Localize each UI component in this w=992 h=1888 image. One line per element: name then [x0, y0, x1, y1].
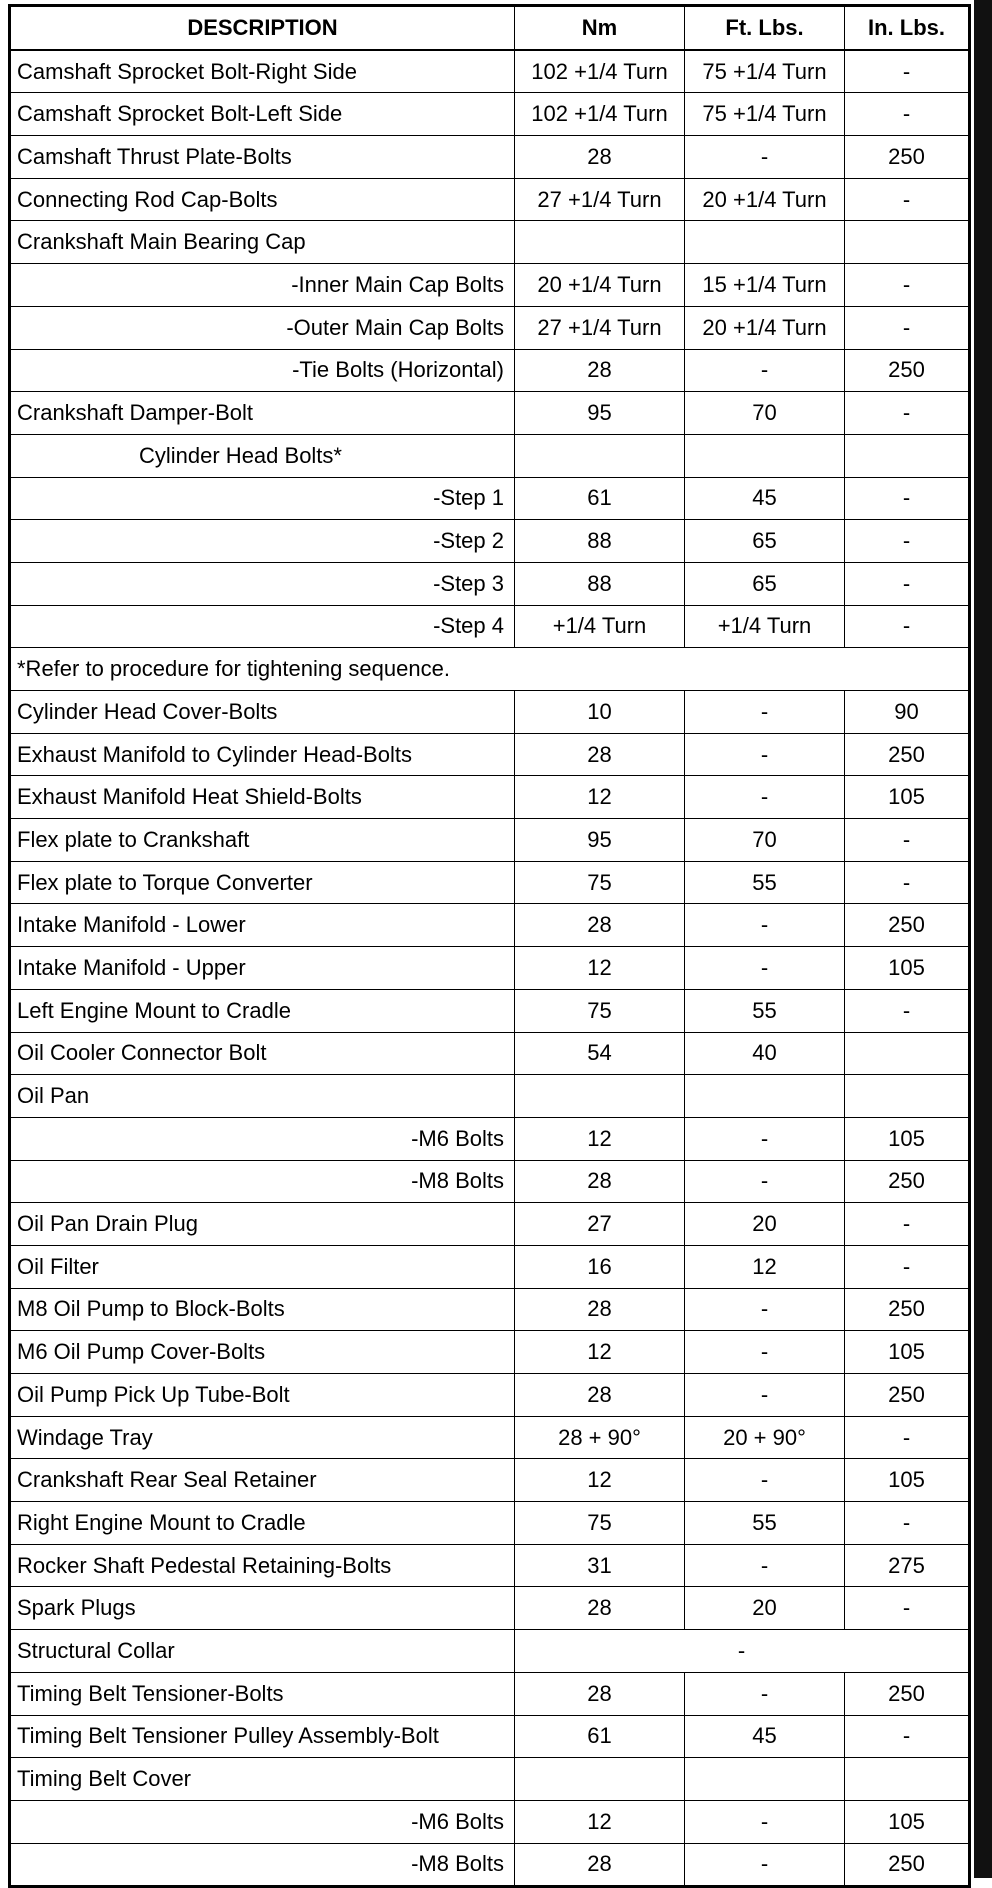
cell-description: Exhaust Manifold to Cylinder Head-Bolts	[10, 733, 515, 776]
cell-description: M8 Oil Pump to Block-Bolts	[10, 1288, 515, 1331]
cell-description: -Step 3	[10, 562, 515, 605]
table-row	[10, 1032, 970, 1075]
cell-in-lbs: 105	[845, 947, 970, 990]
cell-in-lbs	[845, 434, 970, 477]
cell-ft-lbs: -	[685, 1672, 845, 1715]
cell-description: -Step 2	[10, 520, 515, 563]
cell-nm: 54	[515, 1032, 685, 1075]
cell-ft-lbs	[685, 1075, 845, 1118]
cell-in-lbs	[845, 1075, 970, 1118]
cell-ft-lbs: 20 +1/4 Turn	[685, 178, 845, 221]
table-row	[10, 861, 970, 904]
cell-in-lbs: -	[845, 1715, 970, 1758]
cell-description: Crankshaft Damper-Bolt	[10, 392, 515, 435]
cell-in-lbs: -	[845, 1587, 970, 1630]
cell-in-lbs: -	[845, 178, 970, 221]
table-row	[10, 136, 970, 179]
cell-in-lbs: 250	[845, 1288, 970, 1331]
cell-description: Crankshaft Main Bearing Cap	[10, 221, 515, 264]
cell-description: -Outer Main Cap Bolts	[10, 306, 515, 349]
cell-ft-lbs: 20 +1/4 Turn	[685, 306, 845, 349]
table-row	[10, 1800, 970, 1843]
cell-nm	[515, 434, 685, 477]
table-row	[10, 477, 970, 520]
cell-nm: 75	[515, 861, 685, 904]
table-row	[10, 1374, 970, 1417]
cell-description: Oil Pump Pick Up Tube-Bolt	[10, 1374, 515, 1417]
table-row	[10, 264, 970, 307]
cell-description: Exhaust Manifold Heat Shield-Bolts	[10, 776, 515, 819]
cell-nm: 10	[515, 691, 685, 734]
cell-ft-lbs: 20 + 90°	[685, 1416, 845, 1459]
cell-ft-lbs: -	[685, 1544, 845, 1587]
cell-in-lbs: -	[845, 562, 970, 605]
cell-description: Camshaft Sprocket Bolt-Right Side	[10, 50, 515, 93]
cell-ft-lbs: 70	[685, 819, 845, 862]
cell-nm: 95	[515, 819, 685, 862]
cell-nm: 20 +1/4 Turn	[515, 264, 685, 307]
cell-ft-lbs: -	[685, 904, 845, 947]
table-row	[10, 178, 970, 221]
cell-ft-lbs: -	[685, 733, 845, 776]
cell-nm: 27 +1/4 Turn	[515, 178, 685, 221]
cell-description: Timing Belt Tensioner-Bolts	[10, 1672, 515, 1715]
table-row	[10, 434, 970, 477]
cell-in-lbs: 250	[845, 136, 970, 179]
table-row	[10, 349, 970, 392]
table-row	[10, 904, 970, 947]
table-header-row	[10, 6, 970, 50]
cell-ft-lbs: 55	[685, 861, 845, 904]
cell-nm: 88	[515, 520, 685, 563]
cell-nm: 75	[515, 989, 685, 1032]
cell-nm: 102 +1/4 Turn	[515, 50, 685, 93]
cell-description: Spark Plugs	[10, 1587, 515, 1630]
table-row	[10, 93, 970, 136]
cell-description: -M6 Bolts	[10, 1800, 515, 1843]
cell-description: -Tie Bolts (Horizontal)	[10, 349, 515, 392]
cell-nm: 95	[515, 392, 685, 435]
cell-description: Intake Manifold - Upper	[10, 947, 515, 990]
table-row	[10, 1288, 970, 1331]
cell-description: -M8 Bolts	[10, 1843, 515, 1887]
torque-spec-table	[8, 4, 971, 1888]
cell-in-lbs: 105	[845, 776, 970, 819]
cell-in-lbs: -	[845, 477, 970, 520]
cell-description: Flex plate to Torque Converter	[10, 861, 515, 904]
cell-in-lbs	[845, 221, 970, 264]
table-row	[10, 1587, 970, 1630]
table-row	[10, 1075, 970, 1118]
table-row	[10, 392, 970, 435]
cell-in-lbs: -	[845, 1502, 970, 1545]
page-edge-bar	[974, 0, 992, 1878]
cell-in-lbs: -	[845, 520, 970, 563]
table-row	[10, 1459, 970, 1502]
table-row	[10, 733, 970, 776]
cell-description: Oil Cooler Connector Bolt	[10, 1032, 515, 1075]
cell-nm: 12	[515, 1459, 685, 1502]
table-row	[10, 989, 970, 1032]
cell-in-lbs	[845, 1032, 970, 1075]
cell-nm: 28	[515, 1843, 685, 1887]
cell-ft-lbs: -	[685, 776, 845, 819]
cell-nm: +1/4 Turn	[515, 605, 685, 648]
cell-in-lbs	[845, 1758, 970, 1801]
cell-ft-lbs: -	[685, 947, 845, 990]
cell-ft-lbs: -	[685, 1117, 845, 1160]
cell-nm: 27 +1/4 Turn	[515, 306, 685, 349]
cell-ft-lbs	[685, 1758, 845, 1801]
cell-in-lbs: 250	[845, 1160, 970, 1203]
cell-nm	[515, 221, 685, 264]
cell-ft-lbs: -	[685, 349, 845, 392]
cell-nm: 31	[515, 1544, 685, 1587]
cell-nm: 12	[515, 1117, 685, 1160]
cell-ft-lbs	[685, 434, 845, 477]
cell-spanned-value: -	[515, 1630, 970, 1673]
cell-in-lbs: 105	[845, 1459, 970, 1502]
cell-nm: 27	[515, 1203, 685, 1246]
cell-ft-lbs: 55	[685, 989, 845, 1032]
table-row	[10, 1117, 970, 1160]
cell-nm: 28	[515, 349, 685, 392]
cell-nm	[515, 1758, 685, 1801]
cell-description: M6 Oil Pump Cover-Bolts	[10, 1331, 515, 1374]
cell-in-lbs: -	[845, 861, 970, 904]
table-note-row	[10, 648, 970, 691]
cell-in-lbs: -	[845, 1203, 970, 1246]
cell-in-lbs: 105	[845, 1800, 970, 1843]
table-row	[10, 819, 970, 862]
cell-description: Flex plate to Crankshaft	[10, 819, 515, 862]
table-row	[10, 1245, 970, 1288]
cell-description: -Step 4	[10, 605, 515, 648]
cell-ft-lbs: 75 +1/4 Turn	[685, 93, 845, 136]
cell-nm: 61	[515, 477, 685, 520]
cell-nm: 61	[515, 1715, 685, 1758]
cell-description: -Inner Main Cap Bolts	[10, 264, 515, 307]
table-row	[10, 1203, 970, 1246]
cell-description: Cylinder Head Bolts*	[10, 434, 515, 477]
cell-ft-lbs: 45	[685, 477, 845, 520]
cell-ft-lbs: 12	[685, 1245, 845, 1288]
cell-ft-lbs: 40	[685, 1032, 845, 1075]
table-row	[10, 306, 970, 349]
cell-nm: 102 +1/4 Turn	[515, 93, 685, 136]
cell-ft-lbs: -	[685, 136, 845, 179]
cell-ft-lbs: 65	[685, 562, 845, 605]
cell-ft-lbs: -	[685, 1374, 845, 1417]
cell-nm: 75	[515, 1502, 685, 1545]
cell-in-lbs: -	[845, 50, 970, 93]
cell-nm: 12	[515, 1800, 685, 1843]
cell-ft-lbs: 20	[685, 1587, 845, 1630]
cell-description: Oil Pan	[10, 1075, 515, 1118]
table-row	[10, 605, 970, 648]
cell-ft-lbs: 65	[685, 520, 845, 563]
table-row	[10, 1160, 970, 1203]
cell-ft-lbs: 55	[685, 1502, 845, 1545]
cell-nm: 28	[515, 1160, 685, 1203]
cell-in-lbs: 250	[845, 733, 970, 776]
table-row	[10, 1416, 970, 1459]
cell-ft-lbs: 20	[685, 1203, 845, 1246]
cell-nm: 28	[515, 1672, 685, 1715]
cell-ft-lbs: 70	[685, 392, 845, 435]
cell-description: Timing Belt Cover	[10, 1758, 515, 1801]
cell-ft-lbs: -	[685, 1331, 845, 1374]
cell-nm: 12	[515, 776, 685, 819]
cell-in-lbs: -	[845, 989, 970, 1032]
header-nm: Nm	[515, 6, 685, 50]
table-row	[10, 1331, 970, 1374]
header-in-lbs: In. Lbs.	[845, 6, 970, 50]
table-row	[10, 1672, 970, 1715]
cell-nm: 28	[515, 1587, 685, 1630]
cell-nm: 28	[515, 733, 685, 776]
table-row	[10, 221, 970, 264]
cell-in-lbs: -	[845, 392, 970, 435]
table-row	[10, 562, 970, 605]
cell-nm: 12	[515, 1331, 685, 1374]
cell-description: Cylinder Head Cover-Bolts	[10, 691, 515, 734]
cell-description: Connecting Rod Cap-Bolts	[10, 178, 515, 221]
cell-description: Intake Manifold - Lower	[10, 904, 515, 947]
cell-ft-lbs: -	[685, 1800, 845, 1843]
cell-in-lbs: 275	[845, 1544, 970, 1587]
cell-ft-lbs: -	[685, 1843, 845, 1887]
cell-in-lbs: -	[845, 819, 970, 862]
cell-ft-lbs	[685, 221, 845, 264]
cell-in-lbs: 105	[845, 1331, 970, 1374]
table-row	[10, 776, 970, 819]
cell-in-lbs: 250	[845, 1374, 970, 1417]
cell-ft-lbs: -	[685, 1459, 845, 1502]
cell-description: Windage Tray	[10, 1416, 515, 1459]
cell-in-lbs: 105	[845, 1117, 970, 1160]
cell-in-lbs: -	[845, 605, 970, 648]
cell-description: -Step 1	[10, 477, 515, 520]
cell-description: Left Engine Mount to Cradle	[10, 989, 515, 1032]
cell-nm: 28	[515, 1288, 685, 1331]
cell-in-lbs: 250	[845, 1843, 970, 1887]
cell-in-lbs: 250	[845, 904, 970, 947]
cell-in-lbs: 90	[845, 691, 970, 734]
table-row	[10, 1544, 970, 1587]
table-row	[10, 691, 970, 734]
cell-in-lbs: -	[845, 1245, 970, 1288]
cell-in-lbs: -	[845, 306, 970, 349]
cell-ft-lbs: 45	[685, 1715, 845, 1758]
header-ft-lbs: Ft. Lbs.	[685, 6, 845, 50]
cell-nm: 28	[515, 1374, 685, 1417]
header-description: DESCRIPTION	[10, 6, 515, 50]
cell-description: Structural Collar	[10, 1630, 515, 1673]
cell-nm: 88	[515, 562, 685, 605]
cell-ft-lbs: +1/4 Turn	[685, 605, 845, 648]
table-row	[10, 1502, 970, 1545]
cell-nm: 28 + 90°	[515, 1416, 685, 1459]
cell-description: Crankshaft Rear Seal Retainer	[10, 1459, 515, 1502]
footnote-text: *Refer to procedure for tightening sequence.	[10, 648, 970, 691]
cell-nm: 28	[515, 904, 685, 947]
cell-description: Camshaft Sprocket Bolt-Left Side	[10, 93, 515, 136]
cell-description: Timing Belt Tensioner Pulley Assembly-Bolt	[10, 1715, 515, 1758]
cell-nm: 28	[515, 136, 685, 179]
cell-ft-lbs: -	[685, 1288, 845, 1331]
cell-in-lbs: -	[845, 93, 970, 136]
cell-description: Oil Pan Drain Plug	[10, 1203, 515, 1246]
cell-ft-lbs: -	[685, 1160, 845, 1203]
table-row	[10, 1630, 970, 1673]
cell-ft-lbs: 15 +1/4 Turn	[685, 264, 845, 307]
cell-description: Right Engine Mount to Cradle	[10, 1502, 515, 1545]
cell-description: Oil Filter	[10, 1245, 515, 1288]
table-row	[10, 50, 970, 93]
cell-nm: 12	[515, 947, 685, 990]
cell-in-lbs: -	[845, 264, 970, 307]
table-row	[10, 1843, 970, 1887]
cell-description: Camshaft Thrust Plate-Bolts	[10, 136, 515, 179]
table-row	[10, 520, 970, 563]
table-row	[10, 1715, 970, 1758]
cell-nm: 16	[515, 1245, 685, 1288]
cell-ft-lbs: -	[685, 691, 845, 734]
cell-in-lbs: 250	[845, 1672, 970, 1715]
table-row	[10, 1758, 970, 1801]
cell-description: Rocker Shaft Pedestal Retaining-Bolts	[10, 1544, 515, 1587]
cell-nm	[515, 1075, 685, 1118]
cell-description: -M6 Bolts	[10, 1117, 515, 1160]
cell-ft-lbs: 75 +1/4 Turn	[685, 50, 845, 93]
cell-in-lbs: 250	[845, 349, 970, 392]
cell-description: -M8 Bolts	[10, 1160, 515, 1203]
table-row	[10, 947, 970, 990]
cell-in-lbs: -	[845, 1416, 970, 1459]
